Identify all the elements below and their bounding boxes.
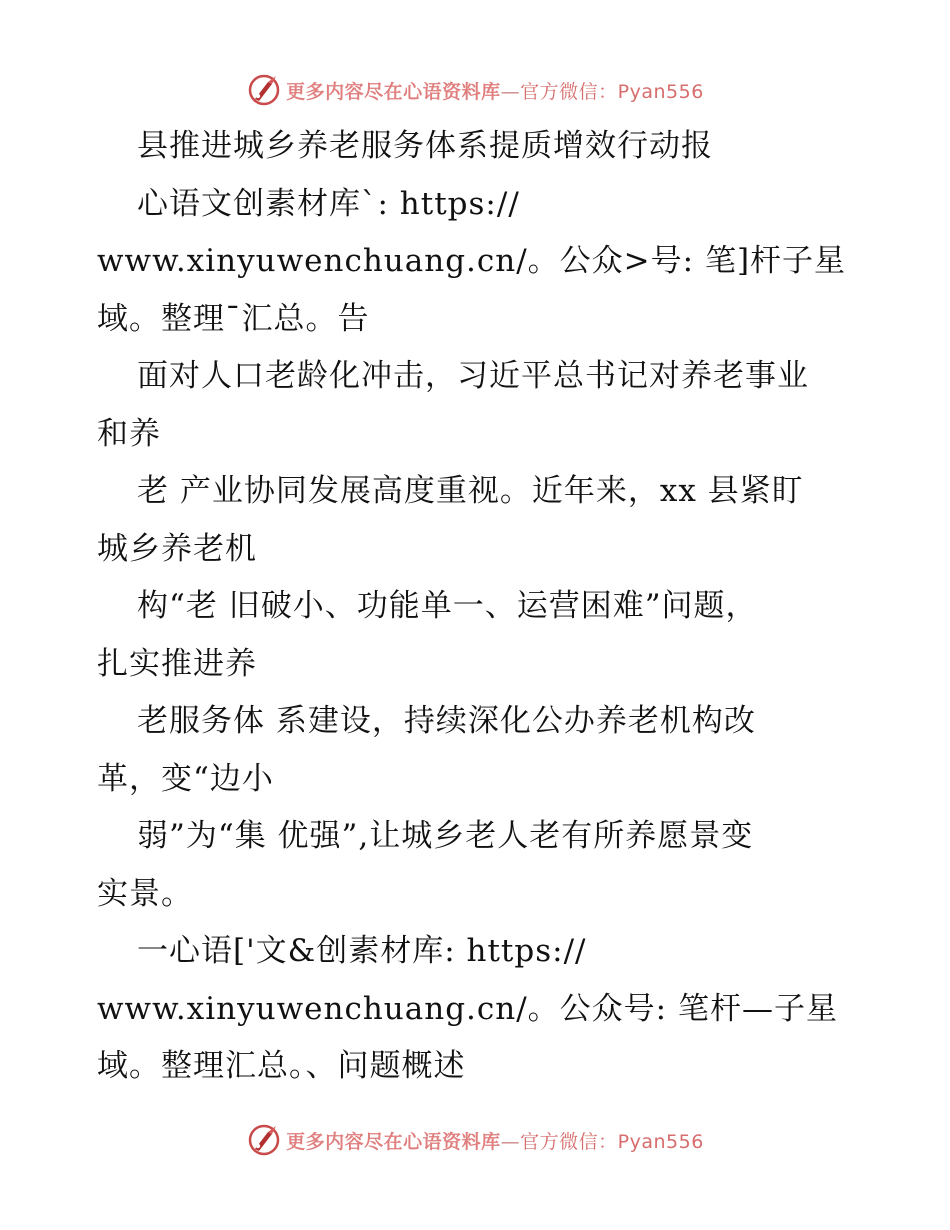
body-text-line: 弱”为“集 优强”,让城乡老人老有所养愿景变	[137, 818, 754, 854]
body-text-line: 域。整理汇总。、问题概述	[97, 1048, 466, 1084]
body-text-line: 和养	[97, 415, 161, 452]
banner-text	[286, 77, 704, 104]
banner-separator: —	[500, 80, 521, 103]
header-watermark-banner	[0, 70, 950, 110]
banner-main-text: 更多内容尽在心语资料库	[286, 1130, 501, 1153]
body-text-line: 县推进城乡养老服务体系提质增效行动报	[137, 128, 713, 164]
quill-pen-logo-icon	[246, 72, 282, 108]
body-text-line: 革，变“边小	[97, 760, 274, 797]
banner-separator: —	[500, 1130, 521, 1153]
body-text-line: 心语文创素材库`: https://	[137, 185, 520, 222]
document-body	[97, 118, 877, 1096]
body-text-line: 老 产业协同发展高度重视。近年来，xx 县紧盯	[137, 473, 804, 509]
body-text-line: 实景。	[97, 875, 193, 912]
footer-watermark-banner	[0, 1120, 950, 1160]
body-text-line: 面对人口老龄化冲击，习近平总书记对养老事业	[137, 358, 809, 394]
body-text-line: 一心语['文&创素材库: https://	[137, 933, 587, 969]
body-text-line: 老服务体 系建设，持续深化公办养老机构改	[137, 703, 756, 739]
banner-wechat-text: 官方微信：Pyan556	[520, 80, 704, 103]
body-text-line: www.xinyuwenchuang.cn/。公众>号: 笔]杆子星	[97, 243, 847, 279]
body-text-line: 域。整理¯汇总。告	[97, 300, 370, 337]
banner-main-text: 更多内容尽在心语资料库	[286, 80, 501, 103]
body-text-line: www.xinyuwenchuang.cn/。公众号: 笔杆—子星	[97, 990, 838, 1027]
banner-text	[286, 1127, 704, 1154]
body-text-line: 扎实推进养	[97, 645, 257, 682]
body-text-line: 构“老 旧破小、功能单一、运营困难”问题，	[137, 588, 758, 624]
quill-pen-logo-icon	[246, 1122, 282, 1158]
banner-wechat-text: 官方微信：Pyan556	[520, 1130, 704, 1153]
body-text-line: 城乡养老机	[97, 530, 257, 567]
